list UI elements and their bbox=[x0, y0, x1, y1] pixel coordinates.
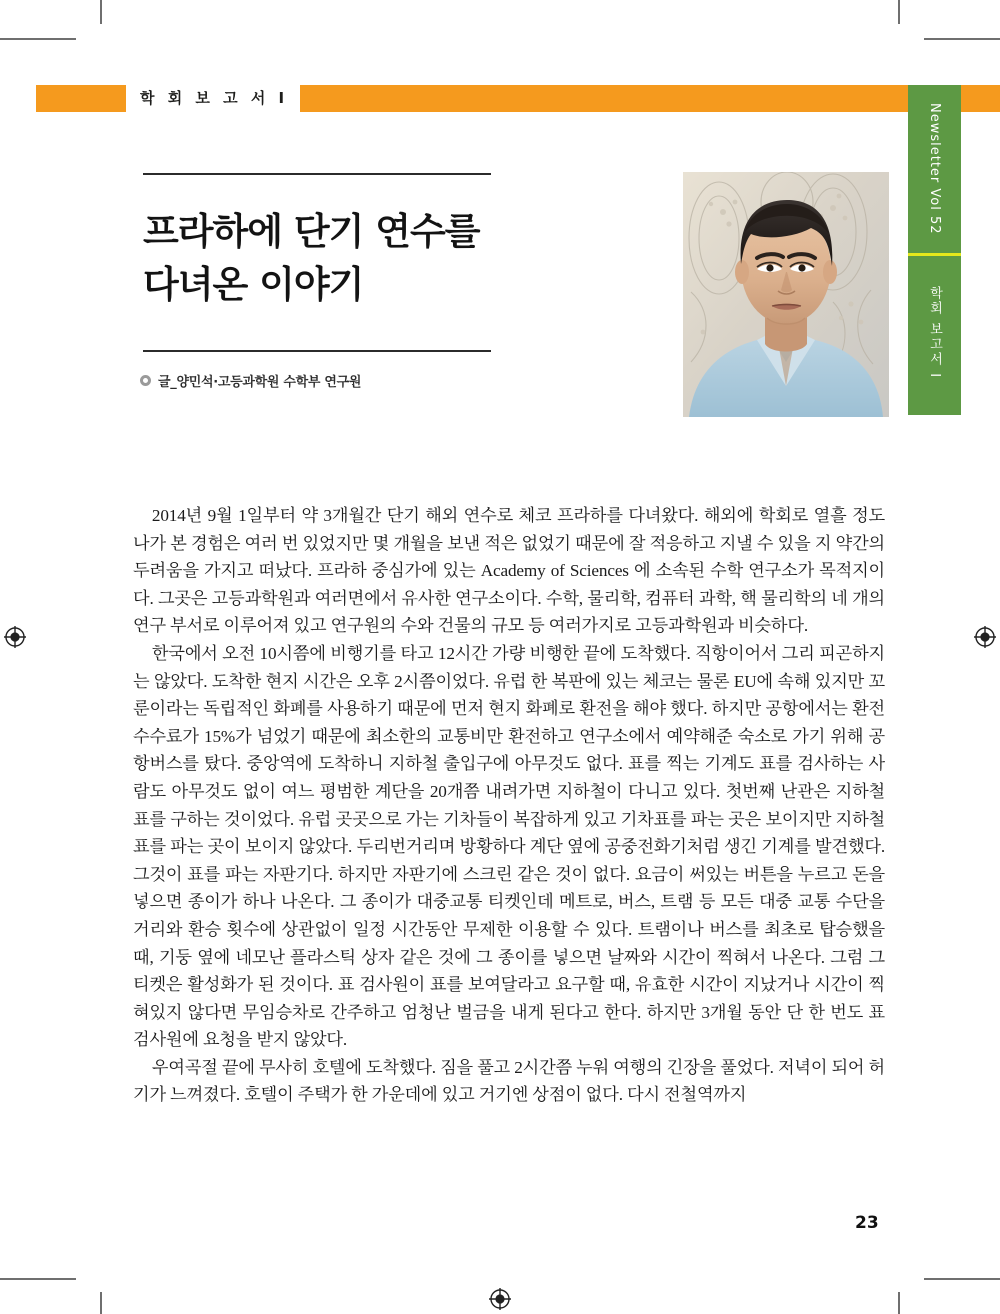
page-header-band bbox=[36, 85, 1000, 112]
header-orange-bar-left bbox=[36, 85, 126, 112]
side-tab-section-segment bbox=[908, 253, 961, 413]
side-tab-section-label: 학회 보고서 I bbox=[927, 286, 942, 380]
side-tab-divider bbox=[908, 253, 961, 256]
crop-mark-top-right-h bbox=[924, 38, 1000, 40]
body-paragraph: 우여곡절 끝에 무사히 호텔에 도착했다. 짐을 풀고 2시간쯤 누워 여행의 긴장을 풀었다. 저녁이 되어 허기가 느껴졌다. 호텔이 주택가 한 가운데에 있고 거기엔 상점이 없다. 다시 전철역까지 bbox=[133, 1057, 885, 1105]
body-paragraph: 한국에서 오전 10시쯤에 비행기를 타고 12시간 가량 비행한 끝에 도착했다. 직항이어서 그리 피곤하지는 않았다. 도착한 현지 시간은 오후 2시쯤이었다. 유럽 한 복판에 있는 체코는 물론 EU에 속해 있지만 꼬룬이라는 독립적인 화폐를 사용하기 때문에 먼저 현지 화폐로 환전을 해야 했다. 하지만 공항에서는 환전 수수료가 15%가 넘었기 때문에 최소한의 교통비만 환전하고 연구소에서 예약해준 숙소로 가기 위해 공항버스를 탔다. 중앙역에 도착하니 지하철 출입구에 아무것도 없다. 표를 찍는 기계도 표를 검사하는 사람도 아무것도 없이 여느 평범한 계단을 20개쯤 내려가면 지하철이 다니고 있다. 첫번째 난관은 지하철 표를 구하는 것이었다. 유럽 곳곳으로 가는 기차들이 복잡하게 있고 기차표를 파는 곳은 보이지만 지하철 표를 파는 곳이 보이지 않았다. 두리번거리며 방황하다 계단 옆에 공중전화기처럼 생긴 기계를 발견했다. 그것이 표를 파는 자판기다. 하지만 자판기에 스크린 같은 것이 없다. 요금이 써있는 버튼을 누르고 돈을 넣으면 종이가 하나 나온다. 그 종이가 대중교통 티켓인데 메트로, 버스, 트램 등 모든 대중 교통 수단을 거리와 환승 횟수에 상관없이 일정 시간동안 무제한 이용할 수 있다. 트램이나 버스를 최초로 탑승했을 때, 기둥 옆에 네모난 플라스틱 상자 같은 것에 그 종이를 넣으면 날짜와 시간이 찍혀서 나온다. 그럼 그 티켓은 활성화가 된 것이다. 표 검사원이 표를 보여달라고 요구할 때, 유효한 시간이 지났거나 시간이 찍혀있지 않다면 무임승차로 간주하고 엄청난 벌금을 내게 된다고 한다. 하지만 3개월 동안 단 한 번도 표 검사원에 요청을 받지 않았다. bbox=[133, 643, 885, 1050]
crop-mark-bottom-left-h bbox=[0, 1278, 76, 1280]
registration-mark-left bbox=[4, 626, 26, 648]
crop-mark-bottom-left-v bbox=[100, 1292, 102, 1314]
header-orange-bar-right bbox=[300, 85, 1000, 112]
crop-mark-top-right-v bbox=[898, 0, 900, 24]
side-tab-newsletter-label: Newsletter Vol 52 bbox=[927, 103, 942, 235]
author-portrait-photo bbox=[683, 172, 889, 417]
crop-mark-top-left-v bbox=[100, 0, 102, 24]
page-number: 23 bbox=[855, 1213, 879, 1233]
side-tab-newsletter-segment bbox=[908, 85, 961, 253]
byline bbox=[140, 371, 361, 390]
title-rule-bottom bbox=[143, 350, 491, 352]
crop-mark-bottom-right-v bbox=[898, 1292, 900, 1314]
crop-mark-top-left-h bbox=[0, 38, 76, 40]
side-tab bbox=[908, 85, 961, 415]
title-rule-top bbox=[143, 173, 491, 175]
body-paragraph: 2014년 9월 1일부터 약 3개월간 단기 해외 연수로 체코 프라하를 다녀왔다. 해외에 학회로 열흘 정도 나가 본 경험은 여러 번 있었지만 몇 개월을 보낸 적은 없었기 때문에 잘 적응하고 지낼 수 있을 지 약간의 두려움을 가지고 떠났다. 프라하 중심가에 있는 Academy of Sciences 에 소속된 수학 연구소가 목적지이다. 그곳은 고등과학원과 여러면에서 유사한 연구소이다. 수학, 물리학, 컴퓨터 과학, 핵 물리학의 네 개의 연구 부서로 이루어져 있고 연구원의 수와 건물의 규모 등 여러가지로 고등과학원과 비슷하다. bbox=[133, 506, 885, 636]
registration-mark-bottom bbox=[489, 1288, 511, 1310]
crop-mark-bottom-right-h bbox=[924, 1278, 1000, 1280]
page-title-line-1: 프라하에 단기 연수를 bbox=[143, 210, 480, 253]
page-title bbox=[143, 206, 663, 311]
header-section-label: 학 회 보 고 서 I bbox=[140, 89, 289, 107]
byline-text: 글_양민석·고등과학원 수학부 연구원 bbox=[158, 375, 362, 390]
article-body bbox=[133, 502, 885, 1109]
bullet-ring-icon bbox=[140, 375, 151, 386]
registration-mark-right bbox=[974, 626, 996, 648]
page-title-line-2: 다녀온 이야기 bbox=[143, 262, 364, 306]
